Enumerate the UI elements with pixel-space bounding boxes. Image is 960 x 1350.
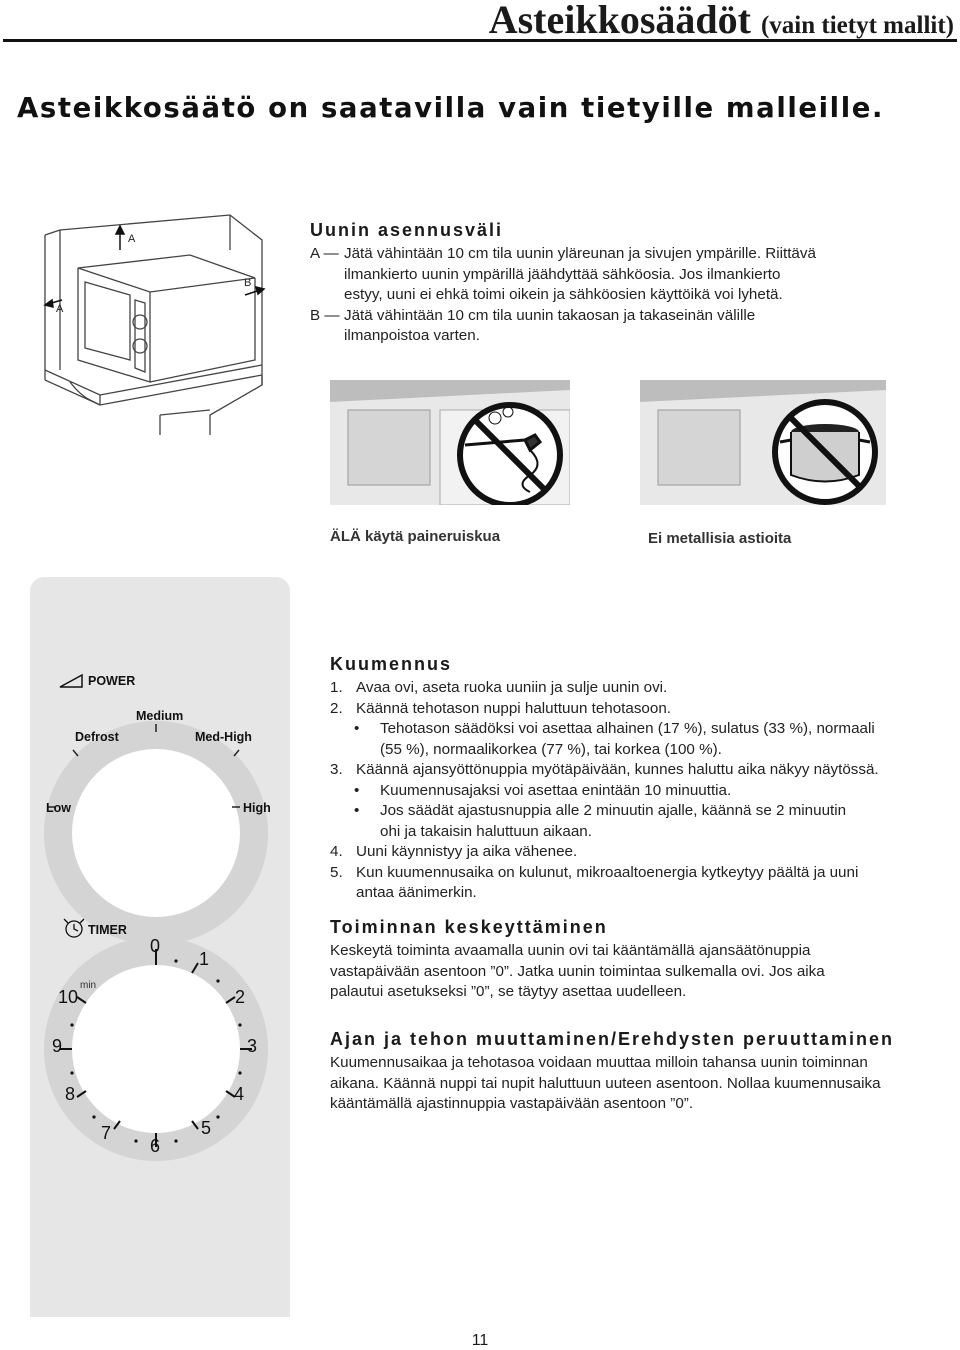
item-line: ilmankierto uunin ympärillä jäähdyttää sähköosia. Jos ilmankierto <box>344 265 781 283</box>
control-panel-graphics <box>30 577 290 1317</box>
timer-number-7: 7 <box>101 1123 112 1143</box>
item-line: estyy, uuni ei ehkä toimi oikein ja sähköosien käyttöikä voi lyhetä. <box>344 286 783 303</box>
step-marker: 4. <box>330 843 343 860</box>
item-marker: B — <box>310 306 340 324</box>
no-metal-pot-icon <box>640 380 886 505</box>
power-level-med-high: Med-High <box>195 730 252 744</box>
power-level-high: High <box>243 801 271 815</box>
installation-diagram <box>40 210 280 440</box>
heating-bullet <box>330 801 955 842</box>
item-line: Jätä vähintään 10 cm tila uunin yläreunan ja sivujen ympärille. Riittävä <box>344 245 816 262</box>
step-line: Kun kuumennusaika on kulunut, mikroaaltoenergia kytkeytyy päältä ja uuni <box>356 863 859 881</box>
timer-number-9: 9 <box>52 1036 63 1056</box>
timer-number-0: 0 <box>150 936 161 956</box>
warning-caption-metal: Ei metallisia astioita <box>648 530 792 547</box>
step-marker: 5. <box>330 863 343 881</box>
step-marker: 2. <box>330 699 343 717</box>
heating-bullet <box>330 719 955 760</box>
timer-clock-icon <box>64 919 84 937</box>
no-spray-icon <box>330 380 570 505</box>
header-subtitle: (vain tietyt mallit) <box>760 12 954 39</box>
installation-title: Uunin asennusväli <box>310 220 504 240</box>
bullet-marker: • <box>354 802 360 819</box>
installation-section <box>310 220 950 347</box>
bullet-line: Tehotason säädöksi voi asettaa alhainen (17 %), sulatus (33 %), normaali <box>380 720 875 737</box>
heating-bullet <box>330 781 955 802</box>
step-text: Avaa ovi, aseta ruoka uuniin ja sulje uunin ovi. <box>356 679 668 696</box>
item-line: Jätä vähintään 10 cm tila uunin takaosan ja takaseinän välille <box>344 306 756 324</box>
interrupt-section <box>330 917 955 1003</box>
warning-caption-spray: ÄLÄ käytä paineruiskua <box>330 528 501 545</box>
bullet-marker: • <box>354 781 360 799</box>
heating-step <box>330 699 955 720</box>
timer-label: TIMER <box>88 923 127 937</box>
timer-number-6: 6 <box>150 1136 161 1156</box>
timer-number-8: 8 <box>65 1084 76 1104</box>
step-marker: 3. <box>330 761 343 778</box>
interrupt-line: Keskeytä toiminta avaamalla uunin ovi tai kääntämällä ajansäätönuppia <box>330 942 811 959</box>
heating-step <box>330 760 955 781</box>
step-text: Uuni käynnistyy ja aika vähenee. <box>356 843 578 860</box>
heating-step <box>330 678 955 699</box>
installation-item-b <box>310 306 950 347</box>
power-level-low: Low <box>46 801 71 815</box>
bullet-line: ohi ja takaisin haluttuun aikaan. <box>380 822 592 840</box>
header-rule <box>3 39 957 42</box>
installation-item-a <box>310 244 950 306</box>
change-line: aikana. Käännä nuppi tai nupit haluttuun uuteen asentoon. Nollaa kuumennusaika <box>330 1074 881 1092</box>
timer-number-3: 3 <box>247 1036 258 1056</box>
interrupt-line: vastapäivään asentoon ”0”. Jatka uunin toimintaa sulkemalla ovi. Jos aika <box>330 962 825 980</box>
diagram-label-top: A <box>128 233 136 245</box>
heating-section <box>330 654 955 904</box>
heating-step <box>330 863 955 904</box>
power-level-medium: Medium <box>136 709 184 723</box>
step-text: Käännä tehotason nuppi haluttuun tehotasoon. <box>356 699 671 717</box>
power-label: POWER <box>88 674 136 688</box>
heating-step <box>330 842 955 863</box>
step-text: Käännä ajansyöttönuppia myötäpäivään, kunnes haluttu aika näkyy näytössä. <box>356 761 879 778</box>
bullet-line: Kuumennusajaksi voi asettaa enintään 10 minuuttia. <box>380 781 732 799</box>
interrupt-line: palautui asetukseksi ”0”, se täytyy asettaa uudelleen. <box>330 983 687 1000</box>
power-level-defrost: Defrost <box>75 730 119 744</box>
main-heading: Asteikkosäätö on saatavilla vain tietyille malleille. <box>17 92 885 124</box>
timer-number-5: 5 <box>201 1118 212 1138</box>
step-marker: 1. <box>330 679 343 696</box>
change-section <box>330 1029 958 1115</box>
timer-number-10: 10 <box>58 987 79 1007</box>
step-line: antaa äänimerkin. <box>356 884 477 901</box>
page-number: 11 <box>471 1332 489 1349</box>
item-marker: A — <box>310 245 339 262</box>
item-line: ilmanpoistoa varten. <box>344 327 480 344</box>
bullet-line: (55 %), normaalikorkea (77 %), tai korkea (100 %). <box>380 740 722 758</box>
timer-number-2: 2 <box>235 987 246 1007</box>
change-title: Ajan ja tehon muuttaminen/Erehdysten peruuttaminen <box>330 1029 895 1049</box>
bullet-line: Jos säädät ajastusnuppia alle 2 minuutin ajalle, käännä se 2 minuutin <box>380 802 847 819</box>
timer-unit: min <box>80 980 97 991</box>
bullet-marker: • <box>354 720 360 737</box>
heating-title: Kuumennus <box>330 654 453 674</box>
diagram-label-right: B <box>244 277 252 289</box>
timer-number-4: 4 <box>234 1084 245 1104</box>
change-line: kääntämällä ajastinnuppia vastapäivään asentoon ”0”. <box>330 1095 694 1112</box>
change-line: Kuumennusaikaa ja tehotasoa voidaan muuttaa milloin tahansa uunin toiminnan <box>330 1054 868 1071</box>
interrupt-title: Toiminnan keskeyttäminen <box>330 917 608 937</box>
diagram-label-left: A <box>56 303 64 315</box>
timer-number-1: 1 <box>199 949 210 969</box>
header-title-text: Asteikkosäädöt <box>488 0 751 42</box>
power-ramp-icon <box>60 675 82 687</box>
